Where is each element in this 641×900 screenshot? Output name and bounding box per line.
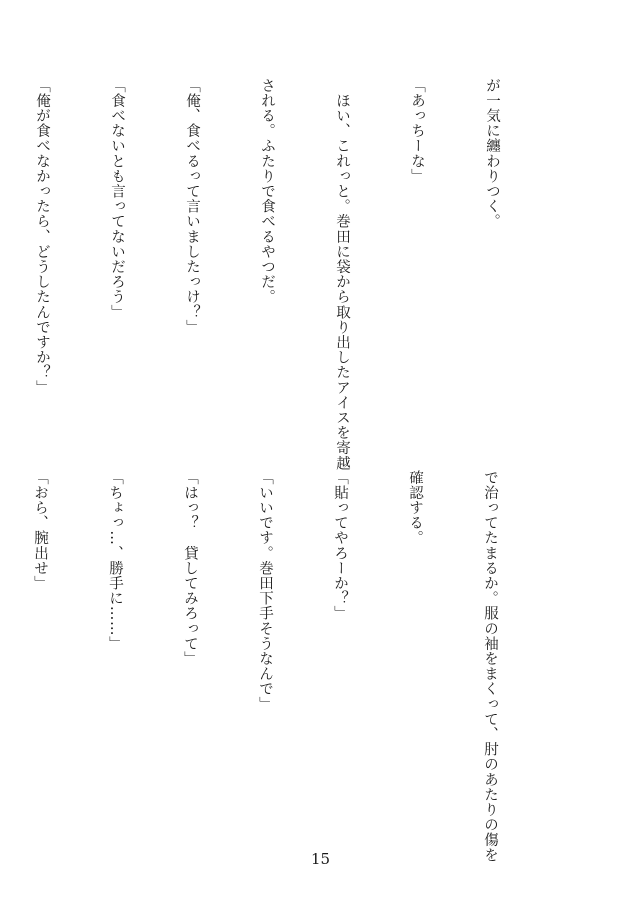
- text-line: 「貼ってやろーか？」: [332, 470, 348, 621]
- text-line: 確認する。: [407, 470, 423, 546]
- text-line: が一気に纏わりつく。: [484, 78, 500, 229]
- text-line: 「ちょっ…、勝手に……」: [107, 470, 123, 652]
- text-line: 「いいです。巻田下手そうなんで」: [257, 470, 273, 712]
- text-block-upper: [0, 78, 554, 471]
- text-line: 「俺が食べなかったら、どうしたんですか？」: [34, 78, 50, 396]
- text-line: 「おら、腕出せ」: [32, 470, 48, 591]
- text-line: 「俺、食べるって言いましたっけ？」: [184, 78, 200, 335]
- text-line: 「はっ？ 貸してみろって」: [182, 470, 198, 667]
- text-line: ほい、これっと。巻田に袋から取り出したアイスを寄越: [334, 78, 350, 471]
- text-line: 「あっちーな」: [409, 78, 425, 184]
- page-number: 15: [310, 850, 331, 868]
- text-line: で治ってたまるか。服の袖をまくって、肘のあたりの傷を: [482, 470, 498, 863]
- text-line: 「食べないとも言ってないだろう」: [109, 78, 125, 320]
- text-line: される。ふたりで食べるやつだ。: [259, 78, 275, 305]
